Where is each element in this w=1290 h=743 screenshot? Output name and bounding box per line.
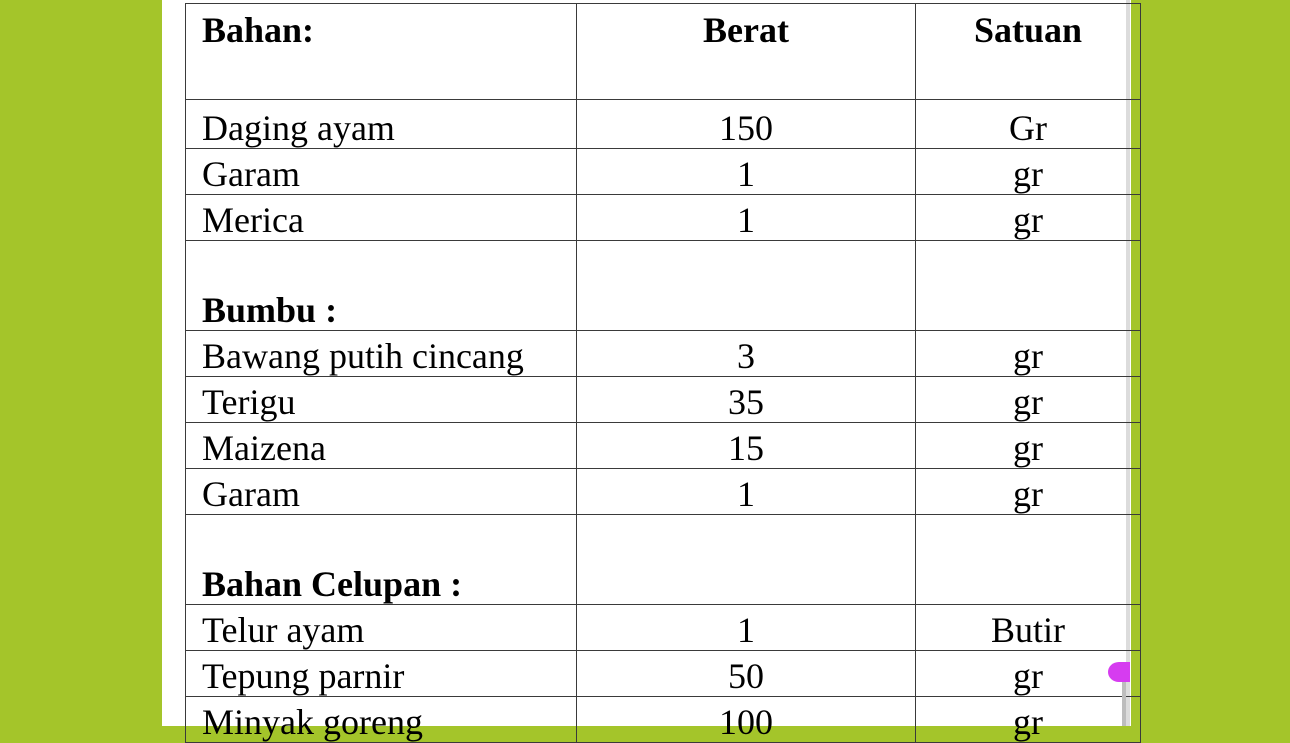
ingredient-name: Tepung parnir	[186, 651, 577, 697]
section-title: Bahan Celupan :	[186, 515, 577, 605]
ingredient-weight: 1	[577, 195, 916, 241]
ingredient-weight: 15	[577, 423, 916, 469]
table-row	[186, 697, 1141, 743]
header-bahan: Bahan:	[186, 4, 577, 100]
ingredient-weight: 3	[577, 331, 916, 377]
table-row	[186, 377, 1141, 423]
ingredient-name: Minyak goreng	[186, 697, 577, 743]
ingredients-table	[185, 3, 1141, 743]
table-row	[186, 331, 1141, 377]
ingredient-unit: gr	[916, 423, 1141, 469]
ingredient-weight: 50	[577, 651, 916, 697]
header-satuan: Satuan	[916, 4, 1141, 100]
ingredient-weight	[577, 241, 916, 331]
ingredient-unit: Gr	[916, 100, 1141, 149]
table-row	[186, 100, 1141, 149]
ingredient-name: Merica	[186, 195, 577, 241]
ingredient-unit	[916, 241, 1141, 331]
ingredient-weight: 1	[577, 605, 916, 651]
scroll-indicator	[1122, 682, 1126, 726]
section-title: Bumbu :	[186, 241, 577, 331]
ingredient-unit: gr	[916, 331, 1141, 377]
ingredient-weight: 1	[577, 469, 916, 515]
ingredient-weight: 1	[577, 149, 916, 195]
ingredient-unit: gr	[916, 469, 1141, 515]
ingredient-name: Garam	[186, 469, 577, 515]
table-row	[186, 195, 1141, 241]
table-row	[186, 605, 1141, 651]
table-row	[186, 149, 1141, 195]
ingredient-weight: 35	[577, 377, 916, 423]
section-row	[186, 241, 1141, 331]
ingredient-name: Bawang putih cincang	[186, 331, 577, 377]
table-row	[186, 469, 1141, 515]
table-row	[186, 423, 1141, 469]
ingredient-unit	[916, 515, 1141, 605]
ingredient-name: Daging ayam	[186, 100, 577, 149]
ingredient-unit: gr	[916, 149, 1141, 195]
section-row	[186, 515, 1141, 605]
ingredient-unit: gr	[916, 651, 1141, 697]
table-row	[186, 651, 1141, 697]
ingredient-name: Telur ayam	[186, 605, 577, 651]
ingredient-name: Maizena	[186, 423, 577, 469]
table-header-row	[186, 4, 1141, 100]
ingredient-weight	[577, 515, 916, 605]
ingredient-unit: gr	[916, 377, 1141, 423]
annotation-marker-icon[interactable]	[1108, 662, 1130, 682]
ingredient-name: Terigu	[186, 377, 577, 423]
ingredient-weight: 150	[577, 100, 916, 149]
ingredient-unit: gr	[916, 697, 1141, 743]
ingredient-unit: gr	[916, 195, 1141, 241]
ingredient-weight: 100	[577, 697, 916, 743]
ingredient-unit: Butir	[916, 605, 1141, 651]
header-berat: Berat	[577, 4, 916, 100]
ingredient-name: Garam	[186, 149, 577, 195]
